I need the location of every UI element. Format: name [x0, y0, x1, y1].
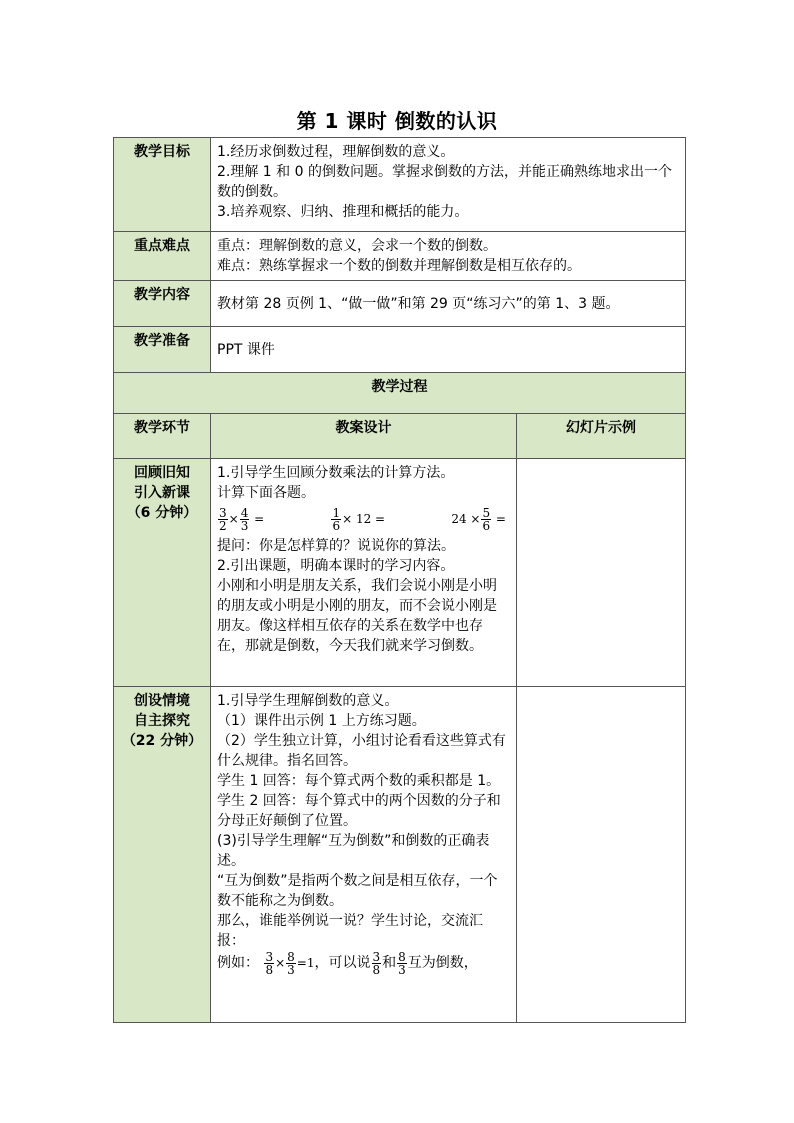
stage2-slides: [517, 687, 686, 1023]
expression-3: 24 × $\frac{5}{6}$ =: [451, 506, 506, 533]
stage2-design: 1.引导学生理解倒数的意义。 （1）课件出示例 1 上方练习题。 （2）学生独立计算，小组讨论看看这些算式有什么规律。指名回答。 学生 1 回答：每个算式两个数的乘积都是 1。 学生 2 回答：每个算式中的两个因数的分子和分母正好颠倒了位置。 (3)引导学生理解“互为倒数”和倒数的正确表述。 “互为倒数”是指两个数之间是相互依存，一个数不能称之为倒数。 那么，谁能举例说一说？学生讨论，交流汇报： 例如： $\frac{3}{8}$ × $\frac{8}{3}$ =1，可以说 $\frac{3}{8}$ 和 $\frac{8}{3}$ 互为倒数，: [211, 687, 517, 1023]
expression-row: [217, 507, 510, 532]
expression-1: $\frac{3}{2}$ × $\frac{4}{3}$ =: [219, 506, 265, 533]
process-title: 教学过程: [114, 373, 686, 414]
row-prep: [114, 327, 686, 373]
stage1-slides: [517, 459, 686, 687]
key-line: 重点：理解倒数的意义，会求一个数的倒数。: [217, 238, 497, 254]
stage1-label: 回顾旧知 引入新课 （6 分钟）: [114, 459, 211, 687]
row-goals: [114, 138, 686, 232]
row-content: [114, 281, 686, 327]
label-goals: 教学目标: [114, 138, 211, 232]
cell-goals: [211, 138, 686, 232]
header-design: 教案设计: [211, 414, 517, 459]
goal-line: 2.理解 1 和 0 的倒数问题。掌握求倒数的方法，并能正确熟练地求出一个数的倒数。: [217, 164, 672, 200]
example-line: 例如： $\frac{3}{8}$ × $\frac{8}{3}$ =1，可以说 $\frac{3}{8}$ 和 $\frac{8}{3}$ 互为倒数，: [217, 950, 478, 977]
row-process-title: [114, 373, 686, 414]
row-stage1: [114, 459, 686, 687]
stage1-design: 1.引导学生回顾分数乘法的计算方法。 计算下面各题。 $\frac{3}{2}$ × $\frac{4}{3}$ = $\frac{1}{6}$ × 12 = 24 × $\frac{5}{6}$ = 提问：你是怎样算的？说说你的算法。 2.引出课题，明确本课时的学习内容。 小刚和小明是朋友关系，我们会说小刚是小明的朋友或小明是小刚的朋友，而不会说小刚是朋友。像这样相互依存的关系在数学中也存在，那就是倒数，今天我们就来学习倒数。: [211, 459, 517, 687]
stage2-label: 创设情境 自主探究 （22 分钟）: [114, 687, 211, 1023]
header-slides: 幻灯片示例: [517, 414, 686, 459]
page-title: 第 1 课时 倒数的认识: [296, 109, 498, 133]
cell-key: [211, 232, 686, 281]
expression-2: $\frac{1}{6}$ × 12 =: [332, 506, 386, 533]
goal-line: 1.经历求倒数过程，理解倒数的意义。: [217, 144, 455, 160]
key-line: 难点：熟练掌握求一个数的倒数并理解倒数是相互依存的。: [217, 258, 581, 274]
header-stage: 教学环节: [114, 414, 211, 459]
row-stage2: [114, 687, 686, 1023]
goal-line: 3.培养观察、归纳、推理和概括的能力。: [217, 204, 469, 220]
cell-prep: PPT 课件: [211, 327, 686, 373]
label-key: 重点难点: [114, 232, 211, 281]
label-prep: 教学准备: [114, 327, 211, 373]
label-content: 教学内容: [114, 281, 211, 327]
row-headers: [114, 414, 686, 459]
lesson-plan-table: [113, 137, 686, 1023]
row-key: [114, 232, 686, 281]
cell-content: 教材第 28 页例 1、“做一做”和第 29 页“练习六”的第 1、3 题。: [211, 281, 686, 327]
